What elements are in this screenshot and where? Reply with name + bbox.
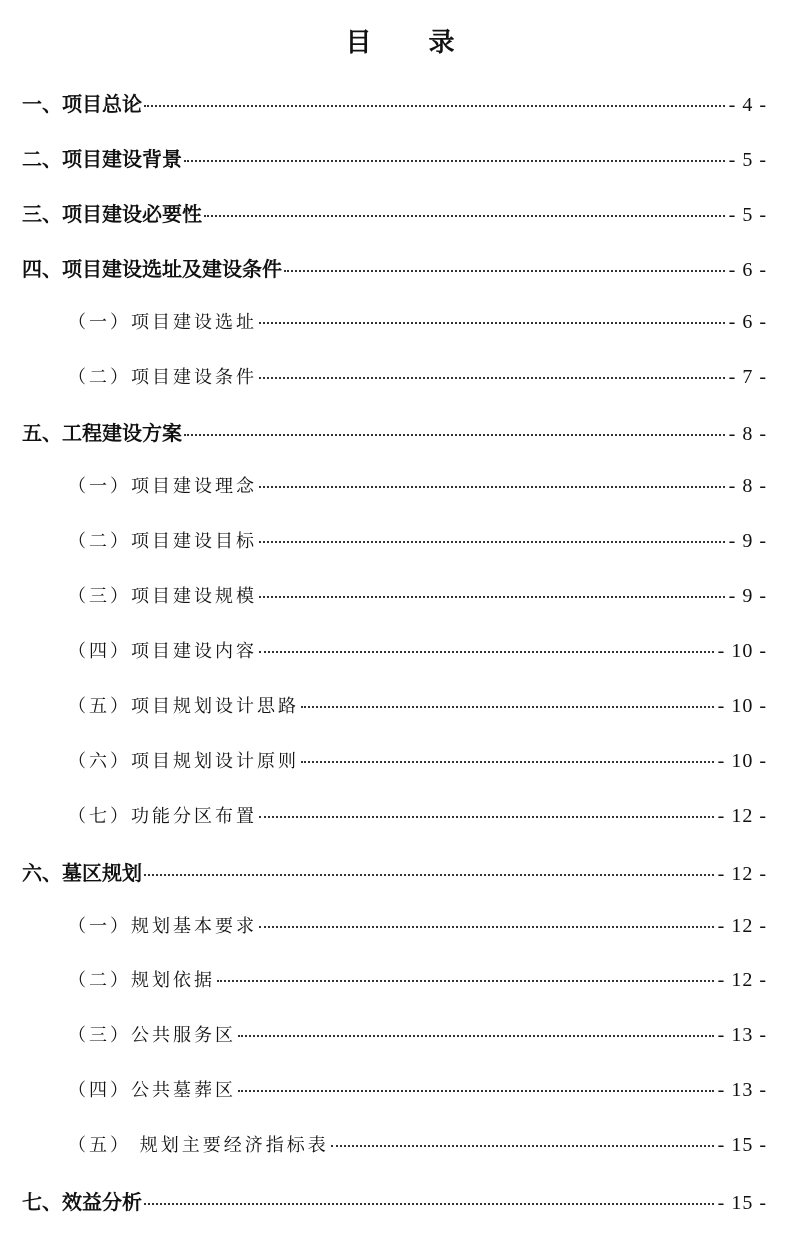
toc-entry-label: （二）项目建设条件 xyxy=(68,367,257,388)
toc-entry[interactable] xyxy=(68,912,767,942)
toc-entry-page: - 10 - xyxy=(717,640,767,662)
toc-leader-dots xyxy=(301,761,714,763)
toc-entry-label: 六、墓区规划 xyxy=(22,861,142,885)
toc-entry-label: 七、效益分析 xyxy=(22,1190,142,1214)
toc-entry[interactable] xyxy=(68,363,767,393)
toc-leader-dots xyxy=(259,322,725,324)
toc-entry[interactable] xyxy=(68,308,767,338)
toc-entry-page: - 12 - xyxy=(717,863,767,885)
toc-leader-dots xyxy=(259,486,725,488)
toc-leader-dots xyxy=(331,1145,714,1147)
toc-entry-page: - 12 - xyxy=(717,915,767,937)
toc-entry-label: （三）项目建设规模 xyxy=(68,586,257,607)
toc-entry[interactable] xyxy=(22,198,767,228)
toc-entry-page: - 9 - xyxy=(728,585,767,607)
toc-entry[interactable] xyxy=(68,966,767,996)
toc-leader-dots xyxy=(259,651,714,653)
toc-entry-label: 一、项目总论 xyxy=(22,92,142,116)
toc-entry-page: - 12 - xyxy=(717,805,767,827)
toc-leader-dots xyxy=(301,706,714,708)
toc-entry-page: - 10 - xyxy=(717,695,767,717)
toc-entry-page: - 8 - xyxy=(728,423,767,445)
toc-entry[interactable] xyxy=(68,747,767,777)
toc-entry[interactable] xyxy=(68,1131,767,1161)
toc-entry-label: （三）公共服务区 xyxy=(68,1025,236,1046)
toc-leader-dots xyxy=(259,377,725,379)
toc-entry-label: 二、项目建设背景 xyxy=(22,147,182,171)
toc-entry-label: （五） 规划主要经济指标表 xyxy=(68,1135,329,1156)
toc-entry[interactable] xyxy=(22,1186,767,1216)
toc-entry[interactable] xyxy=(68,472,767,502)
toc-entry-label: （四）项目建设内容 xyxy=(68,641,257,662)
toc-title: 目 录 xyxy=(345,28,479,58)
toc-leader-dots xyxy=(144,874,714,876)
toc-entry[interactable] xyxy=(22,857,767,887)
toc-entry-page: - 5 - xyxy=(728,149,767,171)
toc-entry-page: - 13 - xyxy=(717,1024,767,1046)
toc-leader-dots xyxy=(238,1035,714,1037)
toc-entry-label: （五）项目规划设计思路 xyxy=(68,696,299,717)
toc-entry[interactable] xyxy=(22,253,767,283)
toc-leader-dots xyxy=(184,434,725,436)
toc-entry-label: （二）项目建设目标 xyxy=(68,531,257,552)
toc-leader-dots xyxy=(259,816,714,818)
toc-leader-dots xyxy=(144,1203,714,1205)
toc-leader-dots xyxy=(204,215,725,217)
toc-entry-page: - 8 - xyxy=(728,475,767,497)
toc-entry-label: （七）功能分区布置 xyxy=(68,806,257,827)
toc-entry-label: （一）项目建设选址 xyxy=(68,312,257,333)
toc-leader-dots xyxy=(259,541,725,543)
toc-entry-page: - 13 - xyxy=(717,1079,767,1101)
toc-entry-page: - 9 - xyxy=(728,530,767,552)
toc-entry[interactable] xyxy=(22,88,767,118)
toc-entry-page: - 4 - xyxy=(728,94,767,116)
toc-entry-label: （二）规划依据 xyxy=(68,970,215,991)
toc-entry-label: （六）项目规划设计原则 xyxy=(68,751,299,772)
toc-leader-dots xyxy=(217,980,714,982)
toc-entry[interactable] xyxy=(68,527,767,557)
toc-entry[interactable] xyxy=(22,417,767,447)
toc-entry[interactable] xyxy=(22,143,767,173)
toc-entry-page: - 6 - xyxy=(728,311,767,333)
toc-entry-page: - 15 - xyxy=(717,1134,767,1156)
toc-leader-dots xyxy=(284,270,725,272)
toc-entry-label: 五、工程建设方案 xyxy=(22,421,182,445)
toc-leader-dots xyxy=(238,1090,714,1092)
toc-entry-page: - 15 - xyxy=(717,1192,767,1214)
toc-entry[interactable] xyxy=(68,637,767,667)
toc-entry[interactable] xyxy=(68,1076,767,1106)
toc-entry[interactable] xyxy=(68,802,767,832)
toc-entry-label: （四）公共墓葬区 xyxy=(68,1080,236,1101)
toc-entry-page: - 10 - xyxy=(717,750,767,772)
toc-entry-label: 三、项目建设必要性 xyxy=(22,202,202,226)
toc-leader-dots xyxy=(184,160,725,162)
toc-entry[interactable] xyxy=(68,1021,767,1051)
toc-leader-dots xyxy=(259,596,725,598)
toc-leader-dots xyxy=(144,105,725,107)
toc-entry-page: - 5 - xyxy=(728,204,767,226)
toc-entry[interactable] xyxy=(68,692,767,722)
toc-entry-page: - 7 - xyxy=(728,366,767,388)
toc-entry-page: - 12 - xyxy=(717,969,767,991)
toc-entry-label: （一）规划基本要求 xyxy=(68,916,257,937)
toc-entry-label: （一）项目建设理念 xyxy=(68,476,257,497)
toc-entry-page: - 6 - xyxy=(728,259,767,281)
toc-entry[interactable] xyxy=(68,582,767,612)
toc-entry-label: 四、项目建设选址及建设条件 xyxy=(22,257,282,281)
toc-leader-dots xyxy=(259,926,714,928)
